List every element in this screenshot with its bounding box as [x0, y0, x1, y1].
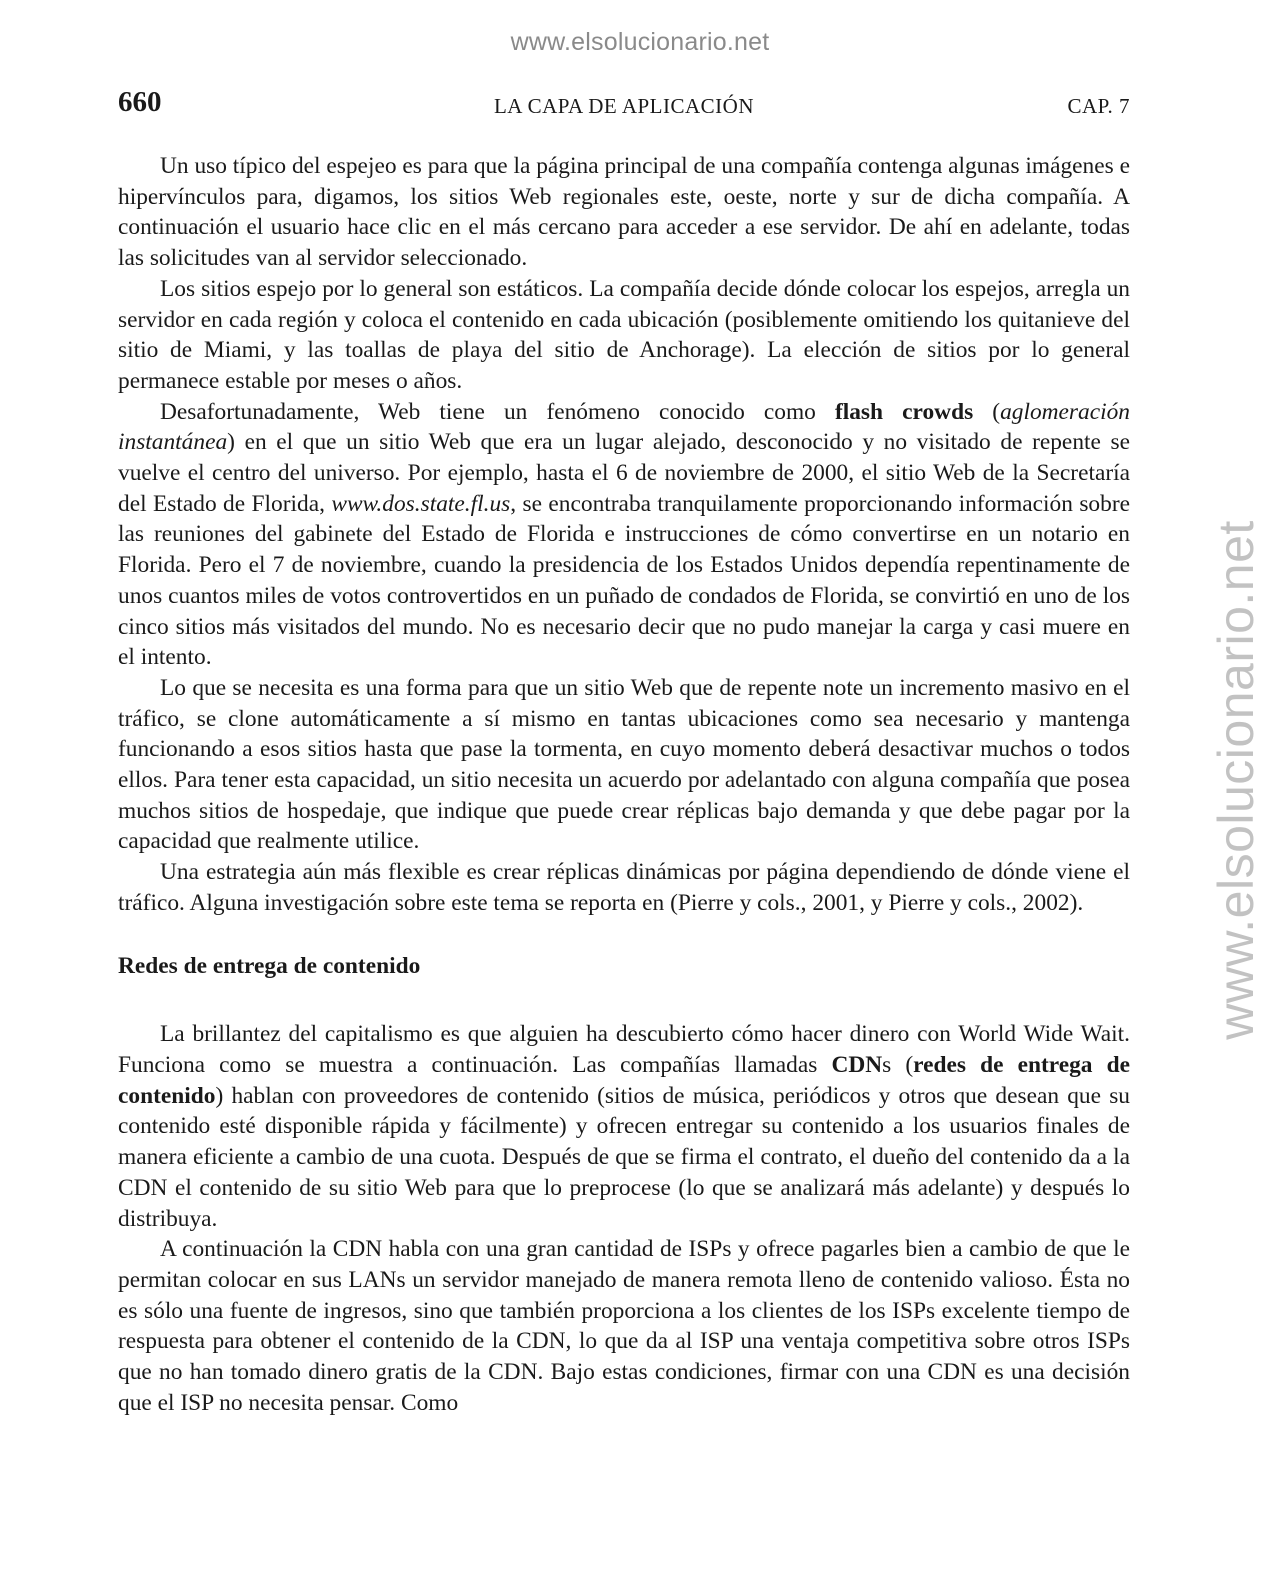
paragraph-6-text-a: La brillantez del capitalismo es que alguien ha descubierto cómo hacer dinero con World Wide Wait. Funciona como se muestra a continuación. Las compañías llamadas — [118, 1021, 1130, 1078]
term-redes-de-entrega: redes de entrega de contenido — [118, 1051, 1130, 1109]
paragraph-3-text-a: Desafortunadamente, Web tiene un fenómeno conocido como — [160, 398, 835, 425]
url-florida-site: www.dos.state.fl.us — [331, 490, 511, 517]
section-heading: Redes de entrega de contenido — [118, 952, 421, 979]
chapter-title: LA CAPA DE APLICACIÓN — [493, 94, 755, 118]
paragraph-6-text-e: ) hablan con proveedores de contenido (sitios de música, periódicos y otros que desean que su contenido esté disponible rápida y fácilmente) y ofrecen entregar su contenido a los usuarios finales de manera eficiente a cambio de una cuota. Después de que se firma el contrato, el dueño del contenido da a la CDN el contenido de su sitio Web para que lo preprocese (lo que se analizará más adelante) y después lo distribuya. — [118, 1082, 1130, 1232]
paragraph-3-text-g: , se encontraba tranquilamente proporcionando información sobre las reuniones del gabinete del Estado de Florida e instrucciones de cómo convertirse en un notario en Florida. Pero el 7 de noviembre, cuando la presidencia de los Estados Unidos dependía repentinamente de unos cuantos miles de votos controvertidos en un puñado de condados de Florida, se convirtió en uno de los cinco sitios más visitados del mundo. No es necesario decir que no pudo manejar la carga y casi muere en el intento. — [118, 490, 1130, 671]
watermark-top: www.elsolucionario.net — [510, 28, 770, 56]
paragraph-6-text-c: s ( — [882, 1051, 914, 1078]
running-head — [118, 86, 1130, 126]
chapter-label: CAP. 7 — [1067, 94, 1130, 118]
body-text — [118, 151, 1130, 1418]
paragraph-2: Los sitios espejo por lo general son estáticos. La compañía decide dónde colocar los espejos, arregla un servidor en cada región y coloca el contenido en cada ubicación (posiblemente omitiendo los quitanieve del sitio de Miami, y las toallas de playa del sitio de Anchorage). La elección de sitios por lo general permanece estable por meses o años. — [118, 275, 1130, 394]
term-cdn: CDN — [831, 1051, 883, 1078]
term-aglomeracion-instantanea: aglomeración instantánea — [118, 398, 1131, 456]
watermark-side-text: www.elsolucionario.net — [1208, 520, 1264, 1040]
paragraph-3-text-e: ) en el que un sitio Web que era un lugar alejado, desconocido y no visitado de repente se vuelve el centro del universo. Por ejemplo, hasta el 6 de noviembre de 2000, el sitio Web de la Secretaría del Estado de Florida, — [118, 429, 1130, 517]
paragraph-1: Un uso típico del espejeo es para que la página principal de una compañía contenga algunas imágenes e hipervínculos para, digamos, los sitios Web regionales este, oeste, norte y sur de dicha compañía. A continuación el usuario hace clic en el más cercano para acceder a ese servidor. De ahí en adelante, todas las solicitudes van al servidor seleccionado. — [118, 153, 1130, 272]
paragraph-3-text-c: ( — [973, 398, 1001, 425]
paragraph-6 — [118, 1019, 1130, 1234]
page-number: 660 — [118, 86, 162, 118]
paragraph-3 — [118, 397, 1130, 673]
paragraph-4: Lo que se necesita es una forma para que un sitio Web que de repente note un incremento masivo en el tráfico, se clone automáticamente a sí mismo en tantas ubicaciones como sea necesario y mantenga funcionando a esos sitios hasta que pase la tormenta, en cuyo momento deberá desactivar muchos o todos ellos. Para tener esta capacidad, un sitio necesita un acuerdo por adelantado con alguna compañía que posea muchos sitios de hospedaje, que indique que puede crear réplicas bajo demanda y que debe pagar por la capacidad que realmente utilice. — [118, 674, 1130, 855]
term-flash-crowds: flash crowds — [834, 398, 974, 425]
paragraph-7: A continuación la CDN habla con una gran cantidad de ISPs y ofrece pagarles bien a cambio de que le permitan colocar en sus LANs un servidor manejado de manera remota lleno de contenido valioso. Ésta no es sólo una fuente de ingresos, sino que también proporciona a los clientes de los ISPs excelente tiempo de respuesta para obtener el contenido de la CDN, lo que da al ISP una ventaja competitiva sobre otros ISPs que no han tomado dinero gratis de la CDN. Bajo estas condiciones, firmar con una CDN es una decisión que el ISP no necesita pensar. Como — [118, 1236, 1130, 1416]
paragraph-5: Una estrategia aún más flexible es crear réplicas dinámicas por página dependiendo de dónde viene el tráfico. Alguna investigación sobre este tema se reporta en (Pierre y cols., 2001, y Pierre y cols., 2002). — [118, 859, 1130, 916]
